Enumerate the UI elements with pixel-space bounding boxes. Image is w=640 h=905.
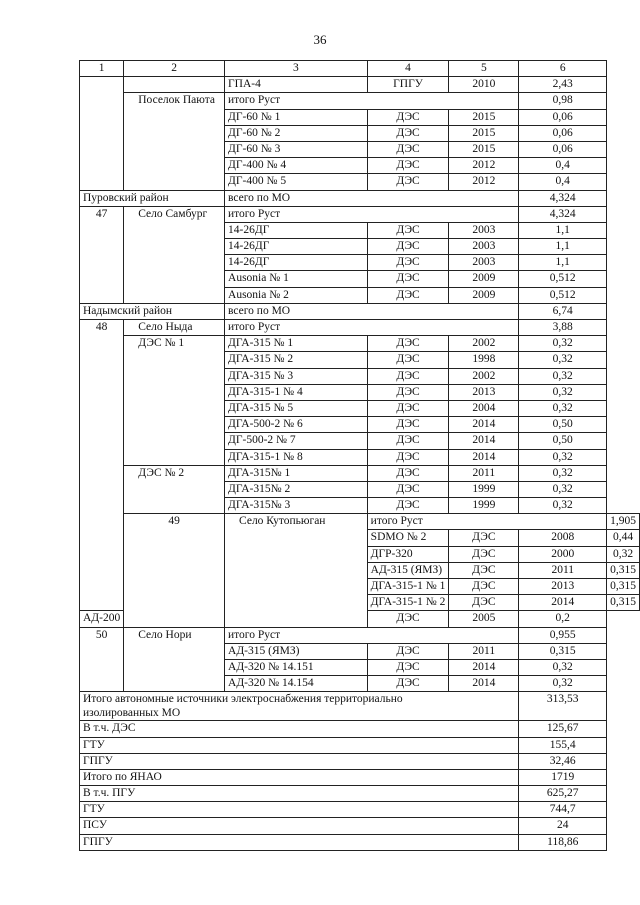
table-cell: ДЭС <box>449 530 519 546</box>
table-cell: 32,46 <box>519 753 607 769</box>
table-cell: 2014 <box>449 433 519 449</box>
table-cell: 0,2 <box>519 611 607 627</box>
table-row <box>80 77 640 93</box>
table-cell: 1998 <box>449 352 519 368</box>
table-cell: 2013 <box>519 579 607 595</box>
table-cell: 0,50 <box>519 417 607 433</box>
table-cell: 2002 <box>449 336 519 352</box>
table-cell: 1719 <box>519 769 607 785</box>
page-number: 36 <box>313 32 327 47</box>
table-cell: 4,324 <box>519 190 607 206</box>
table-cell: 6,74 <box>519 303 607 319</box>
table-cell: 744,7 <box>519 802 607 818</box>
table-cell: 2004 <box>449 400 519 416</box>
table-cell: 0,315 <box>519 643 607 659</box>
table-cell: ДЭС <box>367 352 449 368</box>
table-row <box>80 336 640 352</box>
table-cell: ДЭС <box>449 579 519 595</box>
table-cell <box>124 77 225 93</box>
table-cell: ДГА-315 № 2 <box>225 352 368 368</box>
table-cell: ДЭС <box>367 433 449 449</box>
table-cell: ДГР-320 <box>367 546 449 562</box>
table-cell: 3 <box>225 61 368 77</box>
table-cell: ДЭС <box>449 546 519 562</box>
table-cell: 313,53 <box>519 692 607 721</box>
table-cell: АД-200 <box>80 611 124 627</box>
table-cell: 6 <box>519 61 607 77</box>
table-cell: АД-315 (ЯМЗ) <box>367 562 449 578</box>
table-cell: итого Руст <box>225 320 519 336</box>
table-cell: 14-26ДГ <box>225 222 368 238</box>
table-cell: 1999 <box>449 481 519 497</box>
power-sources-table <box>79 60 640 851</box>
table-cell: ГПА-4 <box>225 77 368 93</box>
table-cell: 2014 <box>449 659 519 675</box>
table-cell: ДЭС <box>367 481 449 497</box>
table-cell: 0,32 <box>519 498 607 514</box>
table-cell: 47 <box>80 206 124 303</box>
table-cell: 0,32 <box>519 336 607 352</box>
table-cell: SDMO № 2 <box>367 530 449 546</box>
table-cell: ДГА-315 № 5 <box>225 400 368 416</box>
table-cell: итого Руст <box>225 627 519 643</box>
table-cell: 155,4 <box>519 737 607 753</box>
table-cell: В т.ч. ДЭС <box>80 721 519 737</box>
table-cell: Село Ныда <box>124 320 225 336</box>
table-cell: ДЭС <box>367 158 449 174</box>
table-cell: 2003 <box>449 255 519 271</box>
table-row <box>80 93 640 109</box>
table-cell: 2012 <box>449 174 519 190</box>
table-cell: ДЭС <box>367 417 449 433</box>
table-cell: 0,06 <box>519 141 607 157</box>
table-cell: ДЭС <box>367 368 449 384</box>
table-header-row <box>80 61 640 77</box>
table-cell: 0,98 <box>519 93 607 109</box>
table-cell: 2011 <box>449 465 519 481</box>
table-cell: 0,32 <box>519 481 607 497</box>
table-cell: ДЭС <box>367 125 449 141</box>
table-cell: 2014 <box>519 595 607 611</box>
table-cell: 0,32 <box>519 352 607 368</box>
table-cell: 0,4 <box>519 174 607 190</box>
table-cell: ДЭС <box>367 239 449 255</box>
table-cell: Село Самбург <box>124 206 225 303</box>
table-row <box>80 465 640 481</box>
table-cell: 1999 <box>449 498 519 514</box>
table-row <box>80 721 640 737</box>
table-cell: Ausonia № 2 <box>225 287 368 303</box>
table-row <box>80 786 640 802</box>
table-cell: ДЭС <box>367 222 449 238</box>
table-row <box>80 627 640 643</box>
table-cell: 125,67 <box>519 721 607 737</box>
table-cell: 24 <box>519 818 607 834</box>
table-cell: 0,06 <box>519 125 607 141</box>
table-cell: ДЭС <box>367 109 449 125</box>
table-cell: 3,88 <box>519 320 607 336</box>
table-cell: 2014 <box>449 449 519 465</box>
table-cell: 118,86 <box>519 834 607 850</box>
table-cell: ДГА-315-1 № 4 <box>225 384 368 400</box>
table-cell: 1,905 <box>607 514 640 530</box>
table-cell: ДГА-315-1 № 8 <box>225 449 368 465</box>
table-cell: ДЭС <box>367 498 449 514</box>
table-cell: Надымский район <box>80 303 225 319</box>
table-cell: 0,32 <box>519 384 607 400</box>
table-row <box>80 753 640 769</box>
table-row <box>80 692 640 721</box>
table-cell: 625,27 <box>519 786 607 802</box>
table-cell: ДГА-315№ 3 <box>225 498 368 514</box>
table-cell: Итого по ЯНАО <box>80 769 519 785</box>
table-cell: 2014 <box>449 417 519 433</box>
table-cell: 4,324 <box>519 206 607 222</box>
table-cell: ДГА-500-2 № 6 <box>225 417 368 433</box>
table-cell: 1,1 <box>519 255 607 271</box>
table-cell: ДГА-315№ 2 <box>225 481 368 497</box>
table-cell: ДЭС № 2 <box>124 465 225 514</box>
table-cell: Пуровский район <box>80 190 225 206</box>
table-row <box>80 769 640 785</box>
table-cell: 0,32 <box>519 400 607 416</box>
table-cell: 0,06 <box>519 109 607 125</box>
table-cell: ДЭС <box>367 465 449 481</box>
table-cell: 2009 <box>449 287 519 303</box>
table-cell: ДЭС <box>367 449 449 465</box>
table-row <box>80 737 640 753</box>
table-cell: итого Руст <box>225 93 519 109</box>
table-cell: 0,50 <box>519 433 607 449</box>
table-cell: ДГА-315№ 1 <box>225 465 368 481</box>
table-cell: 2015 <box>449 109 519 125</box>
table-cell: 2011 <box>519 562 607 578</box>
table-cell: 0,4 <box>519 158 607 174</box>
table-cell: 14-26ДГ <box>225 239 368 255</box>
table-cell: Ausonia № 1 <box>225 271 368 287</box>
table-cell: ДЭС <box>367 400 449 416</box>
table-row <box>80 206 640 222</box>
table-cell: всего по МО <box>225 190 519 206</box>
table-cell: ДЭС <box>367 287 449 303</box>
table-cell: ДЭС <box>367 611 449 627</box>
table-row <box>80 834 640 850</box>
table-cell: ДЭС <box>367 271 449 287</box>
table-cell: ДЭС <box>449 562 519 578</box>
table-cell: 0,315 <box>607 579 640 595</box>
table-cell: 0,32 <box>607 546 640 562</box>
table-cell: 2,43 <box>519 77 607 93</box>
table-cell: ДГ-60 № 3 <box>225 141 368 157</box>
table-cell: ДЭС <box>367 336 449 352</box>
table-cell: ДЭС <box>367 384 449 400</box>
table-cell: 2003 <box>449 239 519 255</box>
table-cell: ДГ-60 № 2 <box>225 125 368 141</box>
table-cell: 2009 <box>449 271 519 287</box>
table-cell: Село Кутопьюган <box>225 514 368 627</box>
table-cell: 0,32 <box>519 659 607 675</box>
table-cell: 2008 <box>519 530 607 546</box>
table-cell: ДГА-315-1 № 2 <box>367 595 449 611</box>
table-cell: ДГА-315 № 3 <box>225 368 368 384</box>
table-cell: ДГ-400 № 5 <box>225 174 368 190</box>
table-cell: 1,1 <box>519 222 607 238</box>
table-cell: 0,32 <box>519 465 607 481</box>
table-cell: ГПГУ <box>80 834 519 850</box>
table-cell: 1,1 <box>519 239 607 255</box>
table-cell: 0,955 <box>519 627 607 643</box>
table-cell: 49 <box>124 514 225 627</box>
table-cell: АД-320 № 14.151 <box>225 659 368 675</box>
table-cell: ДЭС <box>449 595 519 611</box>
table-cell: итого Руст <box>367 514 606 530</box>
table-cell: ДЭС <box>367 643 449 659</box>
table-cell: 0,512 <box>519 287 607 303</box>
table-cell: итого Руст <box>225 206 519 222</box>
table-cell <box>80 77 124 190</box>
table-cell: 0,315 <box>607 562 640 578</box>
table-row <box>80 320 640 336</box>
table-cell: 2012 <box>449 158 519 174</box>
table-cell: ДГ-400 № 4 <box>225 158 368 174</box>
table-cell: 2005 <box>449 611 519 627</box>
table-cell: В т.ч. ПГУ <box>80 786 519 802</box>
table-cell: 48 <box>80 320 124 611</box>
table-cell: 0,32 <box>519 449 607 465</box>
table-cell: ГПГУ <box>367 77 449 93</box>
table-cell: 0,512 <box>519 271 607 287</box>
table-cell: 14-26ДГ <box>225 255 368 271</box>
table-cell: 2011 <box>449 643 519 659</box>
table-cell: 4 <box>367 61 449 77</box>
table-cell: ПСУ <box>80 818 519 834</box>
table-cell: 0,32 <box>519 676 607 692</box>
table-cell: ДЭС № 1 <box>124 336 225 466</box>
table-cell: ДГА-315-1 № 1 <box>367 579 449 595</box>
table-cell: 0,32 <box>519 368 607 384</box>
table-cell: ГПГУ <box>80 753 519 769</box>
table-cell: 2014 <box>449 676 519 692</box>
table-cell: ГТУ <box>80 802 519 818</box>
table-cell: ГТУ <box>80 737 519 753</box>
table-row <box>80 818 640 834</box>
table-cell: 2010 <box>449 77 519 93</box>
table-cell: ДГ-500-2 № 7 <box>225 433 368 449</box>
table-cell: 1 <box>80 61 124 77</box>
table-cell: 2 <box>124 61 225 77</box>
table-row <box>80 802 640 818</box>
table-cell: 0,44 <box>607 530 640 546</box>
table-cell: 2003 <box>449 222 519 238</box>
table-cell: ДГА-315 № 1 <box>225 336 368 352</box>
table-cell: АД-315 (ЯМЗ) <box>225 643 368 659</box>
table-cell: 2015 <box>449 141 519 157</box>
table-cell: ДЭС <box>367 659 449 675</box>
table-row <box>80 303 640 319</box>
table-cell: 2013 <box>449 384 519 400</box>
table-cell: АД-320 № 14.154 <box>225 676 368 692</box>
table-cell: ДЭС <box>367 676 449 692</box>
table-row <box>80 190 640 206</box>
table-cell: 2002 <box>449 368 519 384</box>
table-cell: ДГ-60 № 1 <box>225 109 368 125</box>
table-cell: ДЭС <box>367 141 449 157</box>
table-cell: Поселок Паюта <box>124 93 225 190</box>
table-cell: ДЭС <box>367 255 449 271</box>
table-row <box>80 514 640 530</box>
table-cell: 50 <box>80 627 124 692</box>
table-cell: 0,315 <box>607 595 640 611</box>
table-cell: Итого автономные источники электроснабжения территориально изолированных МО <box>80 692 519 721</box>
table-cell: 5 <box>449 61 519 77</box>
table-cell: 2015 <box>449 125 519 141</box>
table-cell: ДЭС <box>367 174 449 190</box>
table-cell: всего по МО <box>225 303 519 319</box>
table-cell: 2000 <box>519 546 607 562</box>
table-cell: Село Нори <box>124 627 225 692</box>
